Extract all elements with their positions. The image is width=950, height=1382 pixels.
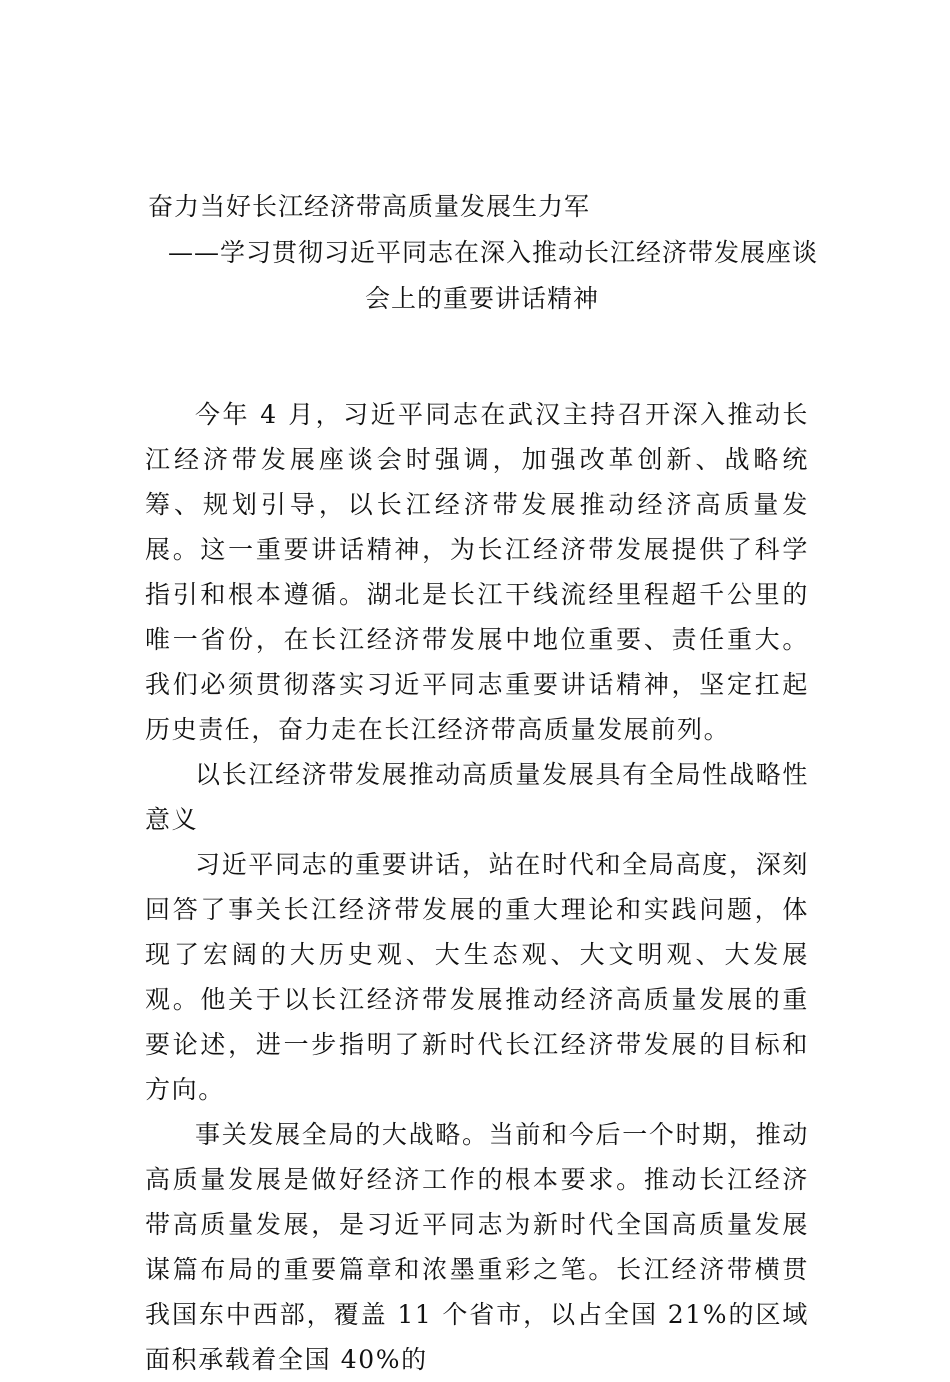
document-title: 奋力当好长江经济带高质量发展生力军 (148, 192, 591, 221)
document-subtitle-line-2: 会上的重要讲话精神 (365, 284, 600, 313)
section-heading: 以长江经济带发展推动高质量发展具有全局性战略性意义 (145, 760, 809, 834)
document-body (145, 392, 809, 1382)
body-paragraph-3: 事关发展全局的大战略。当前和今后一个时期，推动高质量发展是做好经济工作的根本要求。推动长江经济带高质量发展，是习近平同志为新时代全国高质量发展谋篇布局的重要篇章和浓墨重彩之笔。长江经济带横贯我国东中西部，覆盖 11 个省市，以占全国 21%的区域面积承载着全国 40%的 (145, 1120, 809, 1374)
document-subtitle-line-1: ——学习贯彻习近平同志在深入推动长江经济带发展座谈 (168, 238, 819, 267)
body-paragraph-2: 习近平同志的重要讲话，站在时代和全局高度，深刻回答了事关长江经济带发展的重大理论和实践问题，体现了宏阔的大历史观、大生态观、大文明观、大发展观。他关于以长江经济带发展推动经济高质量发展的重要论述，进一步指明了新时代长江经济带发展的目标和方向。 (145, 850, 809, 1104)
body-paragraph-1: 今年 4 月，习近平同志在武汉主持召开深入推动长江经济带发展座谈会时强调，加强改革创新、战略统筹、规划引导，以长江经济带发展推动经济高质量发展。这一重要讲话精神，为长江经济带发展提供了科学指引和根本遵循。湖北是长江干线流经里程超千公里的唯一省份，在长江经济带发展中地位重要、责任重大。我们必须贯彻落实习近平同志重要讲话精神，坚定扛起历史责任，奋力走在长江经济带高质量发展前列。 (145, 400, 809, 744)
